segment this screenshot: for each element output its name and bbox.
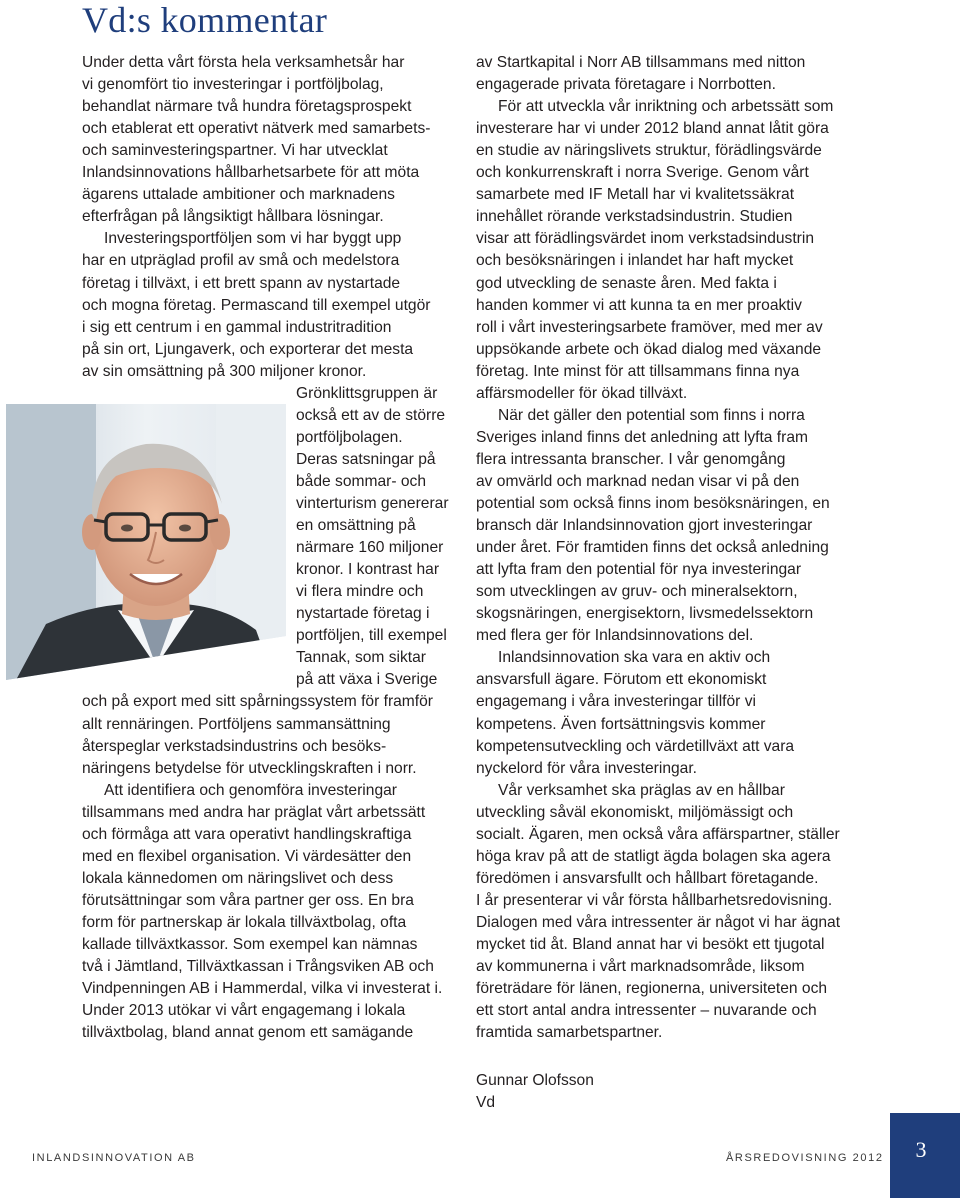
- right-column-line: ansvarsfull ägare. Förutom ett ekonomiskt: [476, 671, 767, 689]
- left-column-line: Investeringsportföljen som vi har byggt upp: [104, 230, 402, 248]
- right-column-line: företag. Inte minst för att tillsammans finna nya: [476, 362, 800, 380]
- right-column-line: engagemang i våra investeringar tillför vi: [476, 693, 756, 711]
- left-column-line: och mogna företag. Permascand till exempel utgör: [82, 296, 431, 314]
- right-column-line: och konkurrenskraft i norra Sverige. Genom vårt: [476, 164, 809, 182]
- left-column-line: återspeglar verkstadsindustrins och besöks-: [82, 737, 387, 755]
- right-column-line: ett stort antal andra intressenter – nuvarande och: [476, 1002, 817, 1020]
- right-column-line: framtida samarbetspartner.: [476, 1024, 663, 1042]
- page-title: Vd:s kommentar: [82, 0, 328, 40]
- right-column-line: uppsökande arbete och ökad dialog med växande: [476, 340, 822, 358]
- right-column-line: flera intressanta branscher. I vår genomgång: [476, 450, 786, 468]
- right-column-line: Inlandsinnovation ska vara en aktiv och: [498, 649, 771, 667]
- right-column-line: samarbete med IF Metall har vi kvalitetssäkrat: [476, 186, 795, 204]
- right-column-line: av kommunerna i vårt marknadsområde, liksom: [476, 958, 805, 976]
- right-column-line: god utveckling de senaste åren. Med fakta i: [476, 274, 777, 292]
- right-column-line: investerare har vi under 2012 bland annat låtit göra: [476, 120, 829, 138]
- left-column-line: allt rennäringen. Portföljens sammansättning: [82, 715, 391, 733]
- left-column-line: nystartade företag i: [296, 605, 430, 623]
- left-column-line: behandlat närmare två hundra företagsprospekt: [82, 98, 412, 116]
- right-column-line: och besöksnäringen i inlandet har haft mycket: [476, 252, 794, 270]
- left-column-line: vi flera mindre och: [296, 583, 424, 601]
- right-column-line: För att utveckla vår inriktning och arbetssätt som: [498, 98, 834, 116]
- footer-company: INLANDSINNOVATION AB: [32, 1152, 196, 1164]
- left-column-line: med en flexibel organisation. Vi värdesätter den: [82, 847, 412, 865]
- right-column-line: affärsmodeller för ökad tillväxt.: [476, 384, 688, 402]
- left-column-line: tillväxtbolag, bland annat genom ett samägande: [82, 1024, 414, 1042]
- left-column-line: företag i tillväxt, i ett brett spann av nystartade: [82, 274, 401, 292]
- right-column-line: kompetens. Även fortsättningsvis kommer: [476, 715, 766, 733]
- right-column-line: mycket tid åt. Bland annat har vi besökt ett tjugotal: [476, 936, 825, 953]
- left-column-line: också ett av de större: [296, 406, 446, 424]
- left-column-line: ägarens uttalade ambitioner och marknadens: [82, 186, 395, 204]
- right-column-line: föredömen i ansvarsfullt och hållbart företagande.: [476, 869, 819, 887]
- portrait-photo: [6, 404, 286, 680]
- right-column-line: med flera ger för Inlandsinnovations del.: [476, 627, 754, 645]
- right-column-line: av Startkapital i Norr AB tillsammans med nitton: [476, 54, 806, 71]
- right-column-line: socialt. Ägaren, men också våra affärspartner, ställer: [476, 825, 840, 843]
- right-column-line: att lyfta fram den potential för nya investeringar: [476, 561, 802, 579]
- left-column-line: av sin omsättning på 300 miljoner kronor.: [82, 362, 367, 380]
- footer-report: ÅRSREDOVISNING 2012: [726, 1152, 884, 1164]
- right-column-line: Sveriges inland finns det anledning att lyfta fram: [476, 428, 808, 446]
- left-column-line: Vindpenningen AB i Hammerdal, vilka vi investerat i.: [82, 980, 443, 998]
- right-column-line: engagerade privata företagare i Norrbotten.: [476, 76, 776, 94]
- right-column-line: under året. För framtiden finns det också anledning: [476, 539, 829, 557]
- left-column-line: Deras satsningar på: [296, 450, 436, 468]
- left-column-line: både sommar- och: [296, 472, 427, 490]
- right-column-line: visar att förädlingsvärdet inom verkstadsindustrin: [476, 230, 815, 248]
- left-column-line: närmare 160 miljoner: [296, 539, 444, 557]
- right-column-line: kompetensutveckling och värdetillväxt att vara: [476, 737, 795, 755]
- signature-role: Vd: [476, 1094, 496, 1111]
- right-column-line: roll i vårt investeringsarbete framöver, med mer av: [476, 318, 823, 336]
- right-column-line: innehållet rörande verkstadsindustrin. Studien: [476, 208, 793, 226]
- left-column-line: och på export med sitt spårningssystem för framför: [82, 693, 433, 711]
- right-column-line: som utvecklingen av gruv- och mineralsektorn,: [476, 583, 798, 601]
- left-column-line: en omsättning på: [296, 517, 416, 535]
- left-column-line: näringens betydelse för utvecklingskraften i norr.: [82, 759, 417, 777]
- left-column-line: Under detta vårt första hela verksamhetsår har: [82, 54, 405, 71]
- left-column-line: förutsättningar som våra partner ger oss. En bra: [82, 891, 414, 909]
- right-column-line: potential som också finns inom besöksnäringen, en: [476, 495, 830, 512]
- left-column-line: och etablerat ett operativt nätverk med samarbets-: [82, 120, 431, 138]
- left-column-line: Grönklittsgruppen är: [296, 384, 438, 402]
- right-column-line: företrädare för länen, regionerna, universiteten och: [476, 980, 828, 998]
- left-column-line: portföljbolagen.: [296, 428, 403, 446]
- left-column-line: Att identifiera och genomföra investeringar: [104, 781, 397, 799]
- left-column-line: Inlandsinnovations hållbarhetsarbete för att möta: [82, 164, 420, 182]
- left-column-line: Under 2013 utökar vi vårt engagemang i lokala: [82, 1002, 406, 1020]
- page-number: 3: [915, 1137, 927, 1162]
- left-column-line: kallade tillväxtkassor. Som exempel kan nämnas: [82, 936, 418, 953]
- left-column-line: i sig ett centrum i en gammal industritradition: [82, 318, 392, 336]
- right-column-line: av omvärld och marknad nedan visar vi på den: [476, 472, 800, 490]
- left-column-line: två i Jämtland, Tillväxtkassan i Trångsviken AB och: [82, 958, 434, 976]
- right-column-line: I år presenterar vi vår första hållbarhetsredovisning.: [476, 891, 833, 909]
- signature-name: Gunnar Olofsson: [476, 1072, 594, 1089]
- page-number-box: [890, 1113, 960, 1198]
- right-column-line: När det gäller den potential som finns i norra: [498, 406, 805, 424]
- left-column-line: lokala kännedomen om näringslivet och dess: [82, 869, 394, 887]
- left-column-line: och förmåga att vara operativt handlingskraftiga: [82, 825, 412, 843]
- right-column-line: nyckelord för våra investeringar.: [476, 759, 698, 777]
- portrait-illustration: [6, 404, 286, 680]
- right-column-line: höga krav på att de statligt ägda bolagen ska agera: [476, 847, 831, 865]
- right-column-line: en studie av näringslivets struktur, förädlingsvärde: [476, 142, 822, 160]
- right-column-line: handen kommer vi att kunna ta en mer proaktiv: [476, 296, 802, 314]
- left-column-line: har en utpräglad profil av små och medelstora: [82, 252, 400, 270]
- right-column-line: Dialogen med våra intressenter är något vi har ägnat: [476, 913, 841, 931]
- left-column-line: efterfrågan på långsiktigt hållbara lösningar.: [82, 208, 384, 226]
- left-column-line: och saminvesteringspartner. Vi har utvecklat: [82, 142, 388, 160]
- right-column-line: Vår verksamhet ska präglas av en hållbar: [498, 781, 785, 799]
- left-column-line: portföljen, till exempel: [296, 627, 447, 645]
- right-column-line: bransch där Inlandsinnovation gjort investeringar: [476, 517, 813, 535]
- left-column-line: på sin ort, Ljungaverk, och exporterar det mesta: [82, 340, 414, 358]
- left-column-line: vi genomfört tio investeringar i portföljbolag,: [82, 76, 384, 94]
- left-column-line: vinterturism genererar: [296, 495, 449, 512]
- left-column-line: på att växa i Sverige: [296, 671, 438, 689]
- left-column-line: kronor. I kontrast har: [296, 561, 440, 579]
- left-column-line: form för partnerskap är lokala tillväxtbolag, ofta: [82, 913, 407, 931]
- right-column-line: utveckling såväl ekonomiskt, miljömässigt och: [476, 803, 794, 821]
- right-column-line: skogsnäringen, energisektorn, livsmedelssektorn: [476, 605, 814, 623]
- left-column-line: Tannak, som siktar: [296, 649, 426, 667]
- left-column-line: tillsammans med andra har präglat vårt arbetssätt: [82, 803, 426, 821]
